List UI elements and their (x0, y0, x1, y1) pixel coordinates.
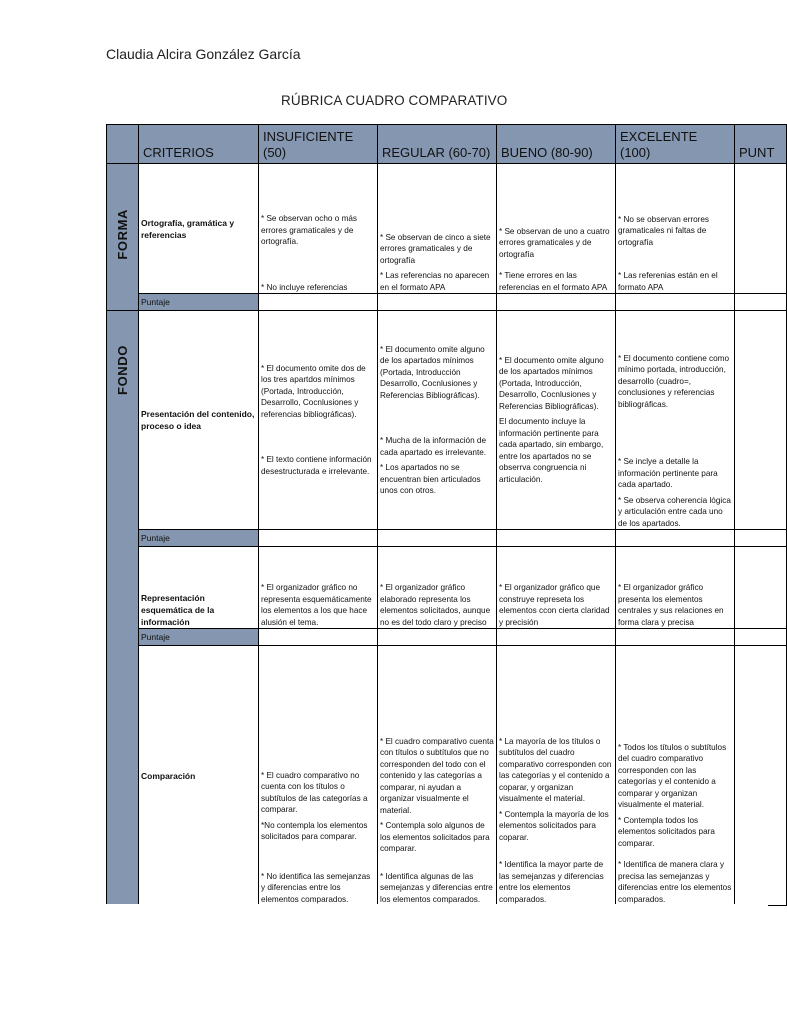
puntaje-row (107, 530, 787, 547)
cell-text: * Se inclye a detalle la información pertinente para cada apartado. (618, 457, 718, 489)
cell-text: * Identifica la mayor parte de las semejanzas y diferencias entre los elementos comparados. (499, 860, 604, 904)
cell-ortografia-insuficiente (259, 164, 378, 294)
cell-text: * El cuadro comparativo no cuenta con los títulos o subtítulos de las categorías a comparar. (261, 770, 368, 814)
page-bottom-margin (0, 904, 768, 1024)
cell-text: * Las referenias están en el formato APA (618, 271, 718, 292)
cell-text: * Todos los títulos o subtítulos del cuadro comparativo corresponden con las categorías y el contenido a comparar y organizan visualmente el material. (618, 742, 727, 809)
cell-representacion-insuficiente (259, 547, 378, 629)
cell-text: El documento incluye la información pertinente para cada apartado, sin embargo, entre los apartados no se obserrva congruencia ni articulación. (499, 417, 604, 484)
puntaje-cell (378, 629, 497, 646)
table-row (107, 164, 787, 294)
criterion-presentacion: Presentación del contenido, proceso o idea (139, 311, 259, 530)
cell-text: * Contempla solo algunos de los elementos solicitados para comparar. (380, 821, 490, 853)
cell-text: * Contempla todos los elementos solicitados para comparar. (618, 815, 715, 848)
cell-text: * No incluye referencias (261, 282, 348, 292)
puntaje-cell (259, 629, 378, 646)
puntaje-cell (497, 530, 616, 547)
cell-comparacion-puntaje (735, 646, 787, 906)
cell-text: * El documento omite alguno de los apartados mínimos (Portada, Introducción Desarrollo, Cocnlusiones y Referencias Bibliográficas). (380, 344, 485, 400)
header-criterios: CRITERIOS (139, 125, 259, 164)
section-fondo-label: FONDO (115, 345, 130, 395)
header-regular: REGULAR (60-70) (378, 125, 497, 164)
cell-text: * Identifica de manera clara y precisa las semejanzas y diferencias entre los elementos comparados. (618, 860, 732, 904)
cell-text: * La mayoría de los títulos o subtítulos del cuadro comparativo corresponden con las categorías y el contenido a coparar, y organizan visualmente el material. (499, 736, 612, 803)
puntaje-cell (378, 530, 497, 547)
cell-text: * Tiene errores en las referencias en el formato APA (499, 271, 608, 292)
puntaje-label: Puntaje (139, 629, 259, 646)
puntaje-cell (259, 530, 378, 547)
criterion-ortografia: Ortografía, gramática y referencias (139, 164, 259, 294)
cell-ortografia-regular (378, 164, 497, 294)
cell-representacion-bueno (497, 547, 616, 629)
cell-text: * El texto contiene información desestructurada e irrelevante. (261, 455, 372, 476)
cell-text: * No identifica las semejanzas y diferencias entre los elementos comparados. (261, 871, 371, 904)
cell-representacion-regular (378, 547, 497, 629)
table-row (107, 646, 787, 906)
cell-text: * Se observa coherencia lógica y articulación entre cada uno de los apartados. (618, 495, 731, 528)
criterion-comparacion: Comparación (139, 646, 259, 906)
puntaje-cell (497, 294, 616, 311)
cell-text: * Los apartados no se encuentran bien articulados unos con otros. (380, 463, 481, 495)
puntaje-cell (259, 294, 378, 311)
cell-text: * El organizador gráfico elaborado representa los elementos solicitados, aunque no es del todo claro y preciso (380, 583, 491, 627)
cell-comparacion-insuficiente (259, 646, 378, 906)
puntaje-cell (616, 530, 735, 547)
cell-text: * No se observan errores gramaticales ni faltas de ortografía (618, 214, 710, 247)
cell-text: * El organizador gráfico que construye represeta los elementos ccon cierta claridad y precisión (499, 583, 610, 627)
header-insuficiente: INSUFICIENTE (50) (259, 125, 378, 164)
cell-ortografia-puntaje (735, 164, 787, 294)
cell-text: * Contempla la mayoría de los elementos solicitados para coparar. (499, 809, 609, 842)
puntaje-cell (497, 629, 616, 646)
header-puntaje: PUNT (735, 125, 787, 164)
puntaje-row (107, 294, 787, 311)
puntaje-row (107, 629, 787, 646)
cell-text: * Se observan de cinco a siete errores gramaticales y de ortografía (380, 232, 491, 265)
cell-ortografia-excelente (616, 164, 735, 294)
rubric-table (106, 124, 787, 906)
cell-text: *No contempla los elementos solicitados para comparar. (261, 820, 368, 841)
cell-text: * Mucha de la información de cada apartado es irrelevante. (380, 436, 487, 457)
cell-comparacion-excelente (616, 646, 735, 906)
cell-text: * El organizador gráfico no representa esquemáticamente los elementos a los que hace alusión el tema. (261, 583, 372, 627)
cell-text: * El documento contiene como mínimo portada, introducción, desarrollo (cuadro=, conclusiones y referencias bibliográficas. (618, 353, 730, 409)
author-name: Claudia Alcira González García (106, 46, 301, 62)
cell-text: * Se observan ocho o más errores gramaticales y de ortografía. (261, 214, 358, 246)
criterion-representacion: Representación esquemática de la información (139, 547, 259, 629)
puntaje-cell (616, 294, 735, 311)
cell-presentacion-insuficiente (259, 311, 378, 530)
section-forma (107, 164, 139, 311)
header-row (107, 125, 787, 164)
puntaje-label: Puntaje (139, 294, 259, 311)
header-excelente: EXCELENTE (100) (616, 125, 735, 164)
table-row (107, 311, 787, 530)
cell-text: * Las referencias no aparecen en el formato APA (380, 271, 490, 292)
cell-text: * El organizador gráfico presenta los elementos centrales y sus relaciones en forma clara y precisa (618, 583, 724, 627)
puntaje-cell (735, 530, 787, 547)
cell-text: * El cuadro comparativo cuenta con títulos o subtítulos que no corresponden del todo con el contenido y las categorías a comparar, ni ayudan a organizar visualmente el material. (380, 736, 494, 815)
cell-presentacion-excelente (616, 311, 735, 530)
cell-presentacion-bueno (497, 311, 616, 530)
cell-text: * El documento omite alguno de los apartados mínimos (Portada, Introducción, Desarrollo, Cocnlusiones y Referencias Bibliográficas). (499, 355, 604, 411)
cell-ortografia-bueno (497, 164, 616, 294)
section-forma-label: FORMA (115, 209, 130, 260)
cell-representacion-excelente (616, 547, 735, 629)
cell-comparacion-regular (378, 646, 497, 906)
puntaje-cell (378, 294, 497, 311)
header-bueno: BUENO (80-90) (497, 125, 616, 164)
cell-text: * El documento omite dos de los tres apartdos mínimos (Portada, Introducción, Desarrollo, Cocnlusiones y referencias bibliográficas). (261, 363, 366, 419)
puntaje-cell (735, 294, 787, 311)
cell-presentacion-regular (378, 311, 497, 530)
puntaje-cell (616, 629, 735, 646)
cell-text: * Identifica algunas de las semejanzas y diferencias entre los elementos comparados. (380, 871, 493, 904)
document-title: RÚBRICA CUADRO COMPARATIVO (281, 93, 508, 108)
puntaje-label: Puntaje (139, 530, 259, 547)
cell-text: * Se observan de uno a cuatro errores gramaticales y de ortografía (499, 226, 610, 259)
cell-representacion-puntaje (735, 547, 787, 629)
section-fondo (107, 311, 139, 906)
cell-comparacion-bueno (497, 646, 616, 906)
table-row (107, 547, 787, 629)
puntaje-cell (735, 629, 787, 646)
header-corner (107, 125, 139, 164)
cell-presentacion-puntaje (735, 311, 787, 530)
